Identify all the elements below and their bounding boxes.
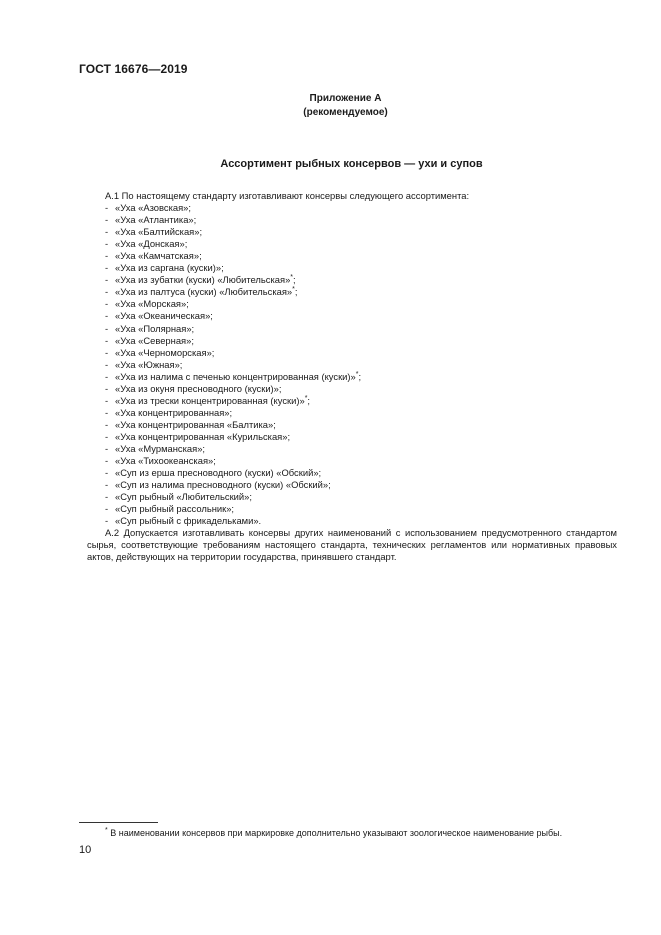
- list-dash: -: [105, 515, 109, 527]
- list-item: [87, 443, 617, 455]
- list-dash: -: [105, 358, 109, 370]
- list-item-text: «Уха из налима с печенью концентрированная (куски)»: [115, 370, 356, 382]
- list-item-text: «Уха «Атлантика»;: [115, 214, 197, 226]
- list-dash: -: [105, 262, 109, 274]
- list-dash: -: [105, 346, 109, 358]
- list-item-text: «Уха из палтуса (куски) «Любительская»: [115, 286, 293, 298]
- list-item: [87, 238, 617, 250]
- list-item: [87, 383, 617, 395]
- list-item-text: «Суп из ерша пресноводного (куски) «Обский»;: [115, 467, 322, 479]
- list-item: [87, 226, 617, 238]
- paragraph-a2: А.2 Допускается изготавливать консервы других наименований с использованием предусмотренного стандартом сырья, соответствующие требованиям настоящего стандарта, технических регламентов или нормативных правовых актов, действующих на территории государства, принявшего стандарт.: [87, 527, 617, 563]
- list-dash: -: [105, 503, 109, 515]
- list-dash: -: [105, 370, 109, 382]
- list-item: [87, 491, 617, 503]
- list-item-text: «Уха «Северная»;: [115, 334, 194, 346]
- list-item: [87, 335, 617, 347]
- list-item-text: «Уха «Мурманская»;: [115, 442, 206, 454]
- list-item: [87, 431, 617, 443]
- section-title: Ассортимент рыбных консервов — ухи и супов: [220, 158, 483, 170]
- annex-title: Приложение А: [309, 93, 382, 104]
- footnote-ref-mark: *: [292, 286, 295, 294]
- list-item-text: «Суп из налима пресноводного (куски) «Обский»;: [115, 479, 331, 491]
- list-item: [87, 323, 617, 335]
- list-item: [87, 371, 617, 383]
- list-item-text: «Уха «Азовская»;: [115, 202, 192, 214]
- list-item-text: «Уха «Донская»;: [115, 238, 188, 250]
- footnote-text: В наименовании консервов при маркировке дополнительно указывают зоологическое наименование рыбы.: [110, 828, 563, 838]
- list-item-text: «Уха из окуня пресноводного (куски)»;: [115, 382, 282, 394]
- list-item-punct: ;: [293, 274, 296, 286]
- intro-paragraph: А.1 По настоящему стандарту изготавливают консервы следующего ассортимента:: [105, 190, 470, 201]
- list-item-punct: ;: [294, 286, 298, 298]
- footnote-ref-mark: *: [304, 394, 308, 402]
- list-dash: -: [105, 250, 109, 262]
- annex-status: (рекомендуемое): [303, 107, 388, 118]
- list-item: [87, 298, 617, 310]
- list-item-text: «Уха «Полярная»;: [115, 322, 195, 334]
- list-item-punct: ;: [307, 394, 311, 406]
- document-header: ГОСТ 16676—2019: [79, 62, 188, 76]
- footnote: [105, 828, 562, 838]
- list-item: [87, 479, 617, 491]
- footnote-ref-mark: *: [290, 274, 294, 282]
- list-item-text: «Уха «Океаническая»;: [115, 310, 213, 322]
- list-item-text: «Уха «Балтийская»;: [115, 226, 203, 238]
- footnote-ref-mark: *: [355, 370, 359, 378]
- list-item-text: «Суп рыбный с фрикадельками».: [115, 515, 262, 527]
- list-dash: -: [105, 467, 109, 479]
- list-dash: -: [105, 286, 109, 298]
- list-item-text: «Уха из зубатки (куски) «Любительская»: [115, 274, 291, 286]
- page-number: 10: [79, 844, 92, 856]
- list-dash: -: [105, 430, 109, 442]
- list-item-text: «Уха концентрированная»;: [115, 406, 233, 418]
- list-dash: -: [105, 406, 109, 418]
- list-item: [87, 503, 617, 515]
- list-item: [87, 395, 617, 407]
- list-item-text: «Уха «Тихоокеанская»;: [115, 455, 216, 467]
- list-item: [87, 274, 617, 286]
- list-item-text: «Уха «Камчатская»;: [115, 250, 202, 262]
- list-dash: -: [105, 418, 109, 430]
- list-item: [87, 310, 617, 322]
- annex-heading: [0, 92, 661, 120]
- list-item-text: «Уха концентрированная «Курильская»;: [115, 430, 291, 442]
- list-dash: -: [105, 274, 109, 286]
- list-item: [87, 455, 617, 467]
- footnote-mark: *: [105, 827, 108, 834]
- list-item: [87, 515, 617, 527]
- list-item-text: «Уха концентрированная «Балтика»;: [115, 418, 276, 430]
- list-dash: -: [105, 310, 109, 322]
- list-item: [87, 262, 617, 274]
- list-dash: -: [105, 298, 109, 310]
- list-item: [87, 286, 617, 298]
- list-dash: -: [105, 382, 109, 394]
- list-item: [87, 407, 617, 419]
- list-dash: -: [105, 394, 109, 406]
- footnote-rule: [79, 822, 158, 823]
- list-item: [87, 419, 617, 431]
- assortment-list: [87, 202, 617, 527]
- list-dash: -: [105, 322, 109, 334]
- list-item: [87, 202, 617, 214]
- list-item-text: «Суп рыбный рассольник»;: [115, 503, 235, 515]
- list-item-text: «Уха из трески концентрированная (куски)»: [115, 394, 305, 406]
- list-dash: -: [105, 238, 109, 250]
- list-dash: -: [105, 479, 109, 491]
- list-item-text: «Уха «Южная»;: [115, 358, 183, 370]
- list-dash: -: [105, 202, 109, 214]
- list-dash: -: [105, 226, 109, 238]
- list-dash: -: [105, 214, 109, 226]
- list-dash: -: [105, 334, 109, 346]
- list-item: [87, 250, 617, 262]
- list-item-text: «Уха «Морская»;: [115, 298, 189, 310]
- document-body: [87, 190, 617, 563]
- list-item: [87, 359, 617, 371]
- list-item-text: «Уха из саргана (куски)»;: [115, 262, 224, 274]
- list-item: [87, 214, 617, 226]
- list-dash: -: [105, 455, 109, 467]
- list-item-text: «Уха «Черноморская»;: [115, 346, 215, 358]
- list-dash: -: [105, 491, 109, 503]
- list-item-punct: ;: [358, 370, 362, 382]
- list-item-text: «Суп рыбный «Любительский»;: [115, 491, 252, 503]
- list-dash: -: [105, 442, 109, 454]
- list-item: [87, 347, 617, 359]
- list-item: [87, 467, 617, 479]
